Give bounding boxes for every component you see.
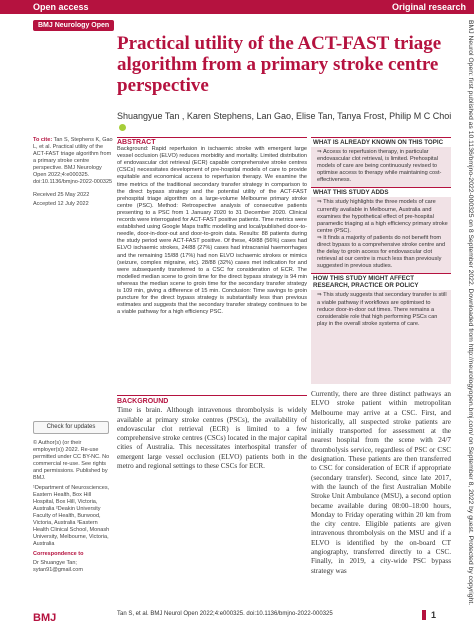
bmj-logo: BMJ bbox=[33, 612, 57, 624]
abstract-section bbox=[117, 137, 307, 316]
authors-text: Shuangyue Tan , Karen Stephens, Lan Gao, Elise Tan, Tanya Frost, Philip M C Choi bbox=[117, 111, 452, 121]
top-banner bbox=[0, 0, 474, 14]
already-known-item: ⇒ Access to reperfusion therapy, in particular endovascular clot retrieval, is limited. Prehospital models of care are being continuously revised to optimise access to therapy while maintaining cost-effectiveness. bbox=[317, 149, 449, 184]
background-heading: BACKGROUND bbox=[117, 395, 307, 406]
accepted-date: Accepted 12 July 2022 bbox=[33, 201, 89, 207]
rights-sidebar bbox=[33, 440, 113, 576]
author-list bbox=[117, 111, 452, 133]
page-marker-bar bbox=[422, 610, 426, 620]
orcid-icon[interactable] bbox=[119, 124, 126, 131]
this-study-item: ⇒ It finds a majority of patients do not benefit from direct bypass to a comprehensive stroke centre and the delay to groin access for endovascular clot retrieval at our centre is much less than previously suggested in previous studies. bbox=[317, 235, 449, 270]
this-study-item: ⇒ This study highlights the three models of care currently available in Melbourne, Australia and examines the hypothetical effect of pre-hospital paramedic triaging at a high efficiency primary stroke centre (PSC). bbox=[317, 199, 449, 234]
background-section bbox=[117, 395, 307, 471]
already-known-heading: WHAT IS ALREADY KNOWN ON THIS TOPIC bbox=[311, 137, 451, 147]
correspondence-text: Dr Shuangye Tan; sytan91@gmail.com bbox=[33, 560, 83, 573]
open-access-label: Open access bbox=[33, 2, 89, 12]
affiliations-text: ¹Department of Neurosciences, Eastern Health, Box Hill Hospital, Box Hill, Victoria, Australia ²Deakin University Faculty of Health, Burwood, Victoria, Australia ³Eastern Health Clinical School, Monash University, Melbourne, Victoria, Australia bbox=[33, 485, 110, 547]
journal-badge: BMJ Neurology Open bbox=[33, 20, 114, 31]
page-number: 1 bbox=[431, 610, 437, 620]
this-study-heading: WHAT THIS STUDY ADDS bbox=[311, 187, 451, 197]
abstract-heading: ABSTRACT bbox=[117, 137, 307, 146]
cite-label: To cite: bbox=[33, 137, 53, 143]
citation-sidebar bbox=[33, 137, 113, 210]
download-note bbox=[455, 20, 474, 606]
correspondence-label: Correspondence to bbox=[33, 551, 84, 557]
check-updates-button[interactable] bbox=[33, 421, 109, 434]
article-title: Practical utility of the ACT-FAST triage algorithm from a primary stroke centre perspective bbox=[117, 33, 442, 96]
key-messages-box bbox=[311, 137, 451, 384]
cite-text: Tan S, Stephens K, Gao L, et al. Practical utility of the ACT-FAST triage algorithm from a primary stroke centre perspective. BMJ Neurology Open 2022;4:e000325. doi:10.1136/bmjno-2022-000325 bbox=[33, 137, 113, 185]
impact-heading: HOW THIS STUDY MIGHT AFFECT RESEARCH, PRACTICE OR POLICY bbox=[311, 273, 451, 290]
page-footer bbox=[0, 606, 474, 631]
check-updates-label: Check for updates bbox=[46, 424, 96, 430]
impact-item: ⇒ This study suggests that secondary transfer is still a viable pathway if workflows are optimised to reduce door-in-door out times. There remains a considerable role that high performing PSCs can play in the overall stroke systems of care. bbox=[317, 292, 449, 327]
background-text: Time is brain. Although intravenous thrombolysis is widely available at primary stroke centres (PSCs), the availability of endovascular clot retrieval (ECR) is limited to a few comprehensive stroke centres (CSCs) located in the major capital cities of Australia. This necessitates interhospital transfer of emergent large vessel occlusion (ELVO) patients both in the metro and regional settings to these CSCs for ECR. bbox=[117, 406, 307, 471]
footer-citation: Tan S, et al. BMJ Neurol Open 2022;4:e000325. doi:10.1136/bmjno-2022-000325 bbox=[117, 611, 333, 617]
article-type-label: Original research bbox=[391, 2, 466, 12]
body-text-right-column: Currently, there are three distinct pathways an ELVO stroke patient within metropolitan Melbourne may arrive at a CSC. First, and historically, all suspected stroke patients are initially transported for assessment at the nearest hospital from the scene with 24/7 thrombolysis service, regardless of PSC or CSC designation. These patients are then transferred to CSC for consideration of ECR if appropriate (secondary transfer). Second, since late 2017, with the launch of the first Australian Mobile Stroke Unit Ambulance (MSU), a second option became available during 08:00–18:00 hours, Monday to Friday operating within 20 km from the city centre. Eligible patients are given intravenous thrombolysis on the MSU and if a ELVO is identified by the on-board CT angiography, transferred directly to a CSC. Finally, in 2019, a city-wide PSC bypass strategy was bbox=[311, 390, 451, 575]
copyright-text: © Author(s) (or their employer(s)) 2022. Re-use permitted under CC BY-NC. No commercial re-use. See rights and permissions. Published by BMJ. bbox=[33, 440, 110, 481]
download-note-text: BMJ Neurol Open: first published as 10.1136/bmjno-2022-000325 on 8 September 2022. Downloaded from http://neurologyopen.bmj.com/ on September 8, 2022 by guest. Protected by copyright. bbox=[467, 20, 474, 606]
abstract-text: Background: Rapid reperfusion in ischaemic stroke with emergent large vessel occlusion (ELVO) reduces morbidity and mortality. Limited distribution of endovascular clot retrieval (ECR) capable comprehensive stroke centres (CSCs) necessitates development of pre-hospital models of care to provide equitable and economical access to reperfusion therapy. We examine the time metrics of the traditional secondary transfer strategy in comparison to the direct bypass strategy and the potential utility of the ACT-FAST prehospital triage algorithm on a large-volume Melbourne primary stroke centre (PSC). Method: Retrospective analysis of consecutive patients presenting to a PSC from 1 January 2020 to 31 December 2020. Clinical records were interrogated for ACT-FAST positive patients. Time metrics were established using Google Maps traffic modelling and local/published door-to-needle, door-in-door-out and door-to-groin data. Results: 88 patients during the study period were ACT-FAST positive. Of these, 49/88 (56%) cases had ELVO ischaemic strokes, 24/88 (27%) cases had intracranial haemorrhages and the remaining 15/88 (17%) had non ELVO ischaemic strokes or mimics (seizure, complex migraine, etc). 28/88 (32%) cases met indication for and were subsequently transferred to a CSC for consideration of ECR. The modelled median scene to groin time for the direct bypass strategy is 94 min whereas the median scene to groin time for the secondary transfer strategy is 109 min, giving a difference of 15 min. Conclusion: Time savings to groin puncture for the direct bypass strategy is substantially less than previous estimates and suggests that the secondary transfer strategy continues to be a viable pathway for a high efficiency PSC. bbox=[117, 146, 307, 316]
received-date: Received 25 May 2022 bbox=[33, 192, 90, 198]
